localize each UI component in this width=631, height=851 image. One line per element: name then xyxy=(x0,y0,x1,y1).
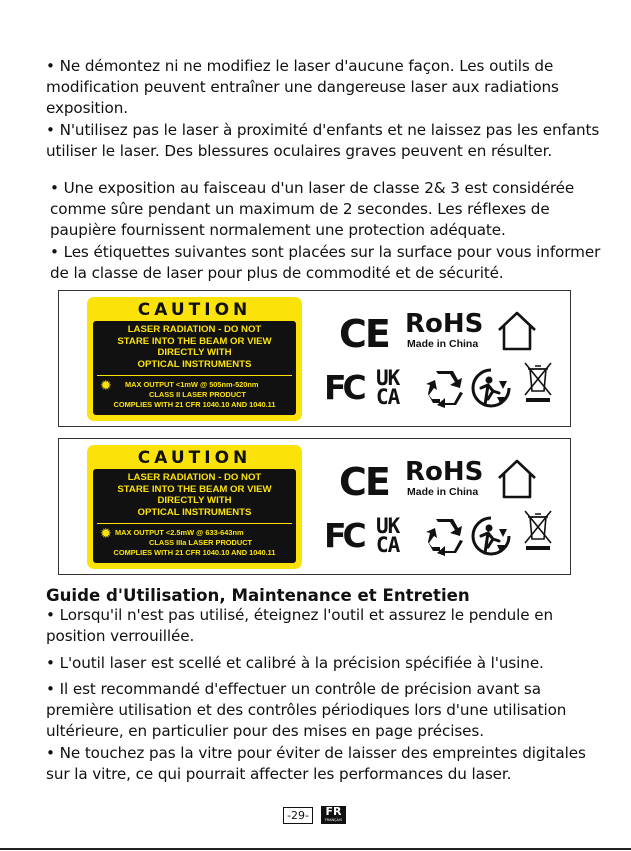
label-panel-class-3a xyxy=(58,438,571,575)
ce-mark: CE xyxy=(339,460,389,504)
ukca-bottom: CA xyxy=(376,385,400,409)
warning-line: OPTICAL INSTRUMENTS xyxy=(137,358,252,370)
laser-spec xyxy=(93,380,296,410)
made-in-china-text: Made in China xyxy=(407,338,479,350)
caution-warning-block xyxy=(93,469,296,563)
safety-paragraph-disassembly: • Ne démontez ni ne modifiez le laser d'aucune façon. Les outils de modification peuvent entraîner une dangereuse laser aux radiations exposition. xyxy=(46,56,606,119)
home-outline-icon xyxy=(495,458,539,500)
section-heading: Guide d'Utilisation, Maintenance et Entretien xyxy=(46,586,470,605)
divider xyxy=(97,523,292,524)
warning-text xyxy=(93,472,296,518)
triman-icon xyxy=(469,515,513,557)
recycle-arrows-icon xyxy=(424,516,464,556)
bottom-rule xyxy=(0,848,631,850)
language-tab xyxy=(321,806,346,824)
caution-title: CAUTION xyxy=(137,300,252,320)
warning-line: OPTICAL INSTRUMENTS xyxy=(137,506,252,518)
language-name: FRANÇAIS xyxy=(324,818,343,822)
ce-mark: CE xyxy=(339,312,389,356)
made-in-china-text: Made in China xyxy=(407,486,479,498)
warning-line: LASER RADIATION - DO NOT xyxy=(127,472,262,483)
crossed-out-bin-icon xyxy=(523,509,553,551)
warning-line: STARE INTO THE BEAM OR VIEW xyxy=(117,483,272,495)
ukca-mark xyxy=(376,366,400,409)
caution-warning-block xyxy=(93,321,296,415)
crossed-out-bin-icon xyxy=(523,361,553,403)
rohs-mark: RoHS xyxy=(405,309,484,339)
caution-label xyxy=(87,297,302,421)
page-footer xyxy=(0,806,631,824)
fcc-mark: FC xyxy=(324,516,363,555)
maintenance-paragraph-calibrated: • L'outil laser est scellé et calibré à la précision spécifiée à l'usine. xyxy=(46,653,606,674)
ukca-top: UK xyxy=(376,366,400,390)
warning-line: DIRECTLY WITH xyxy=(157,347,232,359)
caution-title: CAUTION xyxy=(137,448,252,468)
ukca-mark xyxy=(376,514,400,557)
safety-paragraph-children: • N'utilisez pas le laser à proximité d'enfants et ne laissez pas les enfants utiliser le laser. Des blessures oculaires graves peuvent en résulter. xyxy=(46,120,606,162)
maintenance-paragraph-glass: • Ne touchez pas la vitre pour éviter de laisser des empreintes digitales sur la vitre, ce qui pourrait affecter les performances du laser. xyxy=(46,743,606,785)
warning-line: LASER RADIATION - DO NOT xyxy=(127,324,262,335)
language-code: FR xyxy=(325,805,342,818)
max-output: MAX OUTPUT <1mW @ 505nm-520nm xyxy=(125,380,259,389)
ukca-bottom: CA xyxy=(376,533,400,557)
divider xyxy=(97,375,292,376)
laser-starburst-icon: ✹ xyxy=(100,378,112,394)
laser-class: CLASS II LASER PRODUCT xyxy=(149,390,246,399)
caution-label xyxy=(87,445,302,569)
warning-line: STARE INTO THE BEAM OR VIEW xyxy=(117,335,272,347)
maintenance-paragraph-off: • Lorsqu'il n'est pas utilisé, éteignez l'outil et assurez le pendule en position verrouillée. xyxy=(46,605,606,647)
label-panel-class-2 xyxy=(58,290,571,427)
compliance-text: COMPLIES WITH 21 CFR 1040.10 AND 1040.11 xyxy=(113,548,276,557)
warning-text xyxy=(93,324,296,370)
maintenance-paragraph-check: • Il est recommandé d'effectuer un contrôle de précision avant sa première utilisation et des contrôles périodiques lors d'une utilisation ultérieure, en particulier pour des mises en page précises. xyxy=(46,679,606,742)
laser-class: CLASS IIIa LASER PRODUCT xyxy=(149,538,253,547)
fcc-mark: FC xyxy=(324,368,363,407)
safety-paragraph-labels: • Les étiquettes suivantes sont placées sur la surface pour vous informer de la classe de laser pour plus de commodité et de sécurité. xyxy=(50,242,610,284)
triman-icon xyxy=(469,367,513,409)
laser-starburst-icon: ✹ xyxy=(100,526,112,542)
ukca-top: UK xyxy=(376,514,400,538)
page-number: -29- xyxy=(283,807,313,824)
warning-line: DIRECTLY WITH xyxy=(157,495,232,507)
rohs-mark: RoHS xyxy=(405,457,484,487)
compliance-text: COMPLIES WITH 21 CFR 1040.10 AND 1040.11 xyxy=(113,400,276,409)
laser-spec xyxy=(93,528,296,558)
home-outline-icon xyxy=(495,310,539,352)
max-output: MAX OUTPUT <2.5mW @ 633-643nm xyxy=(115,528,244,537)
safety-paragraph-exposure: • Une exposition au faisceau d'un laser de classe 2& 3 est considérée comme sûre pendant un maximum de 2 secondes. Les réflexes de paupière fournissent normalement une protection adéquate. xyxy=(50,178,610,241)
recycle-arrows-icon xyxy=(424,368,464,408)
